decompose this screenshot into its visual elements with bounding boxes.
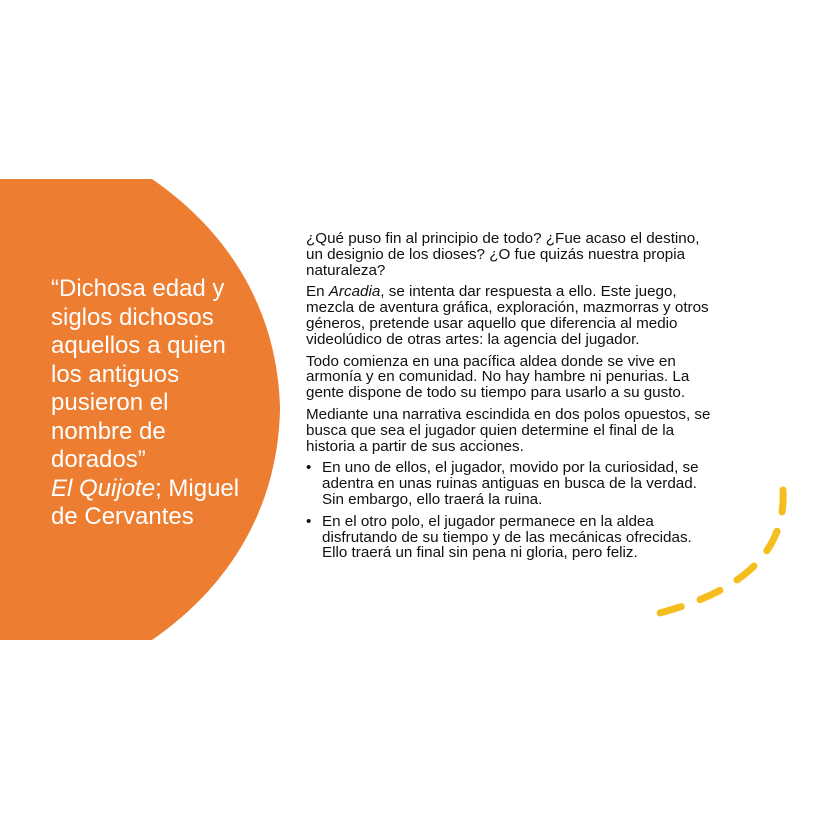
text-line: naturaleza? xyxy=(306,261,386,279)
text-line: busca que sea el jugador quien determine el final de la xyxy=(306,421,675,439)
text-line: disfrutando de su tiempo y de las mecánicas ofrecidas. xyxy=(322,528,692,546)
text-line: armonía y en comunidad. No hay hambre ni penurias. La xyxy=(306,368,690,386)
text-line: En uno de ellos, el jugador, movido por la curiosidad, se xyxy=(322,459,699,477)
quote-line: “Dichosa edad y xyxy=(51,275,225,302)
text-line: gente dispone de todo su tiempo para usarlo a su gusto. xyxy=(306,384,686,402)
quote-line: los antiguos xyxy=(51,360,180,388)
text-line: Todo comienza en una pacífica aldea donde se vive en xyxy=(306,352,676,370)
paragraph-arcadia xyxy=(306,284,776,347)
text-line: Sin embargo, ello traerá la ruina. xyxy=(322,490,543,508)
quote-source xyxy=(51,475,273,504)
quote-line: pusieron el xyxy=(51,389,169,416)
text-line: adentra en unas ruinas antiguas en busca de la verdad. xyxy=(322,475,697,493)
quote-line: aquellos a quien xyxy=(51,332,226,359)
text-line: un designio de los dioses? ¿O fue quizás nuestra propia xyxy=(306,245,686,263)
text-line: En el otro polo, el jugador permanece en la aldea xyxy=(322,512,654,530)
game-title: Arcadia xyxy=(328,283,381,301)
bullet-marker: • xyxy=(306,512,312,530)
quote-source-title: El Quijote xyxy=(51,474,156,502)
paragraph-intro xyxy=(306,231,776,278)
text-line: videolúdico de otras artes: la agencia del jugador. xyxy=(306,330,640,348)
quote-line: dorados” xyxy=(51,446,146,473)
text-line: Ello traerá un final sin pena ni gloria, pero feliz. xyxy=(322,544,638,562)
cervantes-quote xyxy=(51,275,273,532)
quote-line: siglos dichosos xyxy=(51,303,214,331)
text-line: ¿Qué puso fin al principio de todo? ¿Fue acaso el destino, xyxy=(306,230,700,247)
paragraph-narrative xyxy=(306,407,776,454)
text-line: mezcla de aventura gráfica, exploración, mazmorras y otros xyxy=(306,299,709,317)
paragraph-village xyxy=(306,354,776,401)
text-prefix: En xyxy=(306,283,329,301)
quote-source-line2: de Cervantes xyxy=(51,503,194,530)
text-line: historia a partir de sus acciones. xyxy=(306,437,524,455)
quote-source-author: ; Miguel xyxy=(155,474,240,502)
text-line xyxy=(306,284,776,300)
text-rest: , se intenta dar respuesta a ello. Este juego, xyxy=(380,283,677,301)
yellow-dashed-arc-decoration xyxy=(638,485,798,635)
text-line: Mediante una narrativa escindida en dos polos opuestos, se xyxy=(306,405,711,423)
quote-line: nombre de xyxy=(51,417,166,445)
text-line: géneros, pretende usar aquello que diferencia al medio xyxy=(306,314,678,332)
bullet-marker: • xyxy=(306,459,312,477)
